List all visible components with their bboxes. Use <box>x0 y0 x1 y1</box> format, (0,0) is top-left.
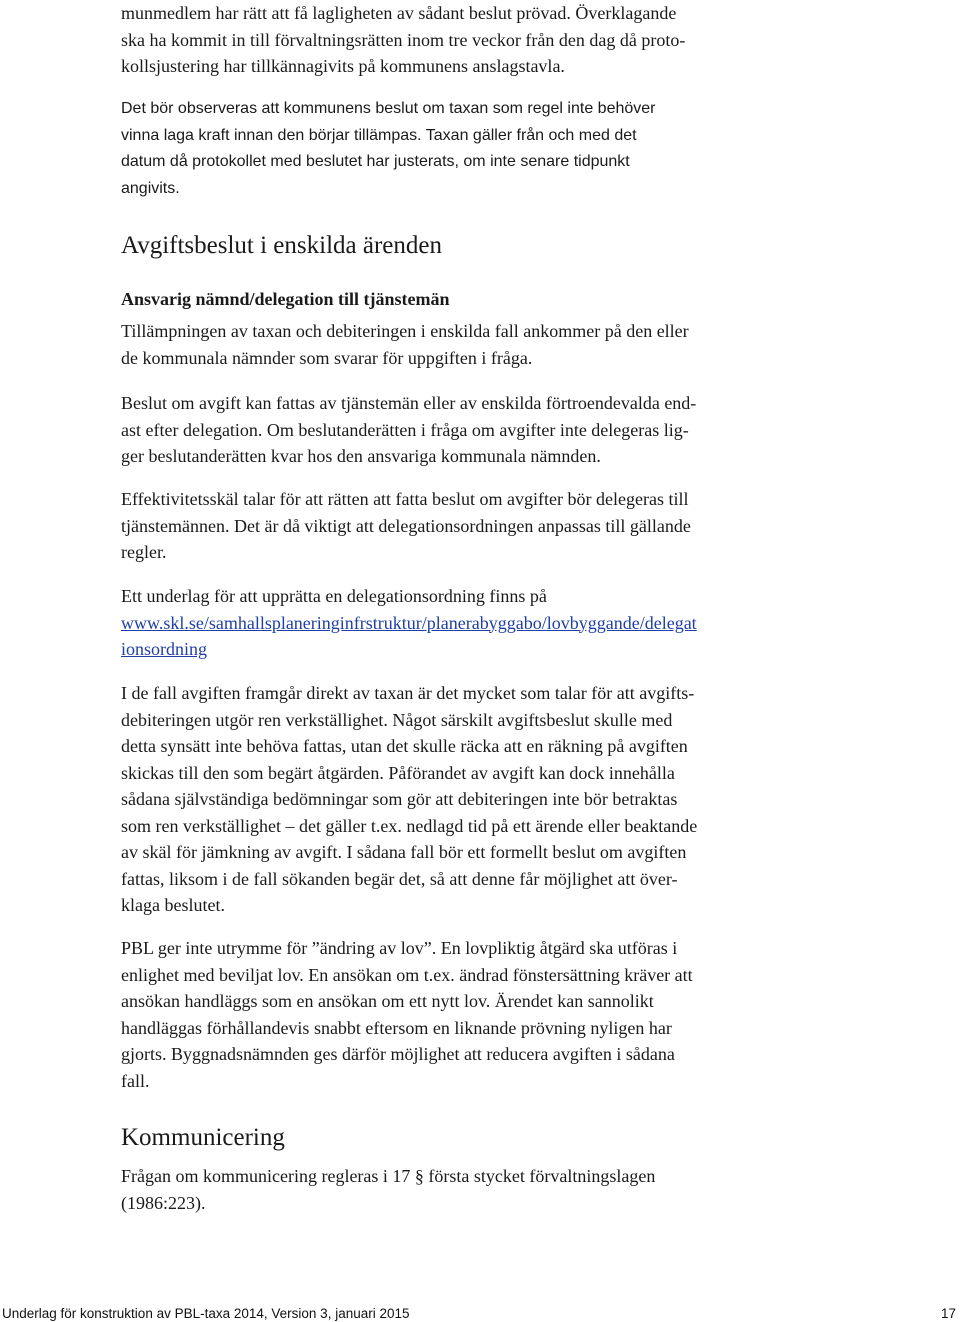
paragraph-beslut-om-avgift <box>121 390 771 470</box>
text-line: ansökan handläggs som en ansökan om ett nytt lov. Ärendet kan sannolikt <box>121 991 654 1011</box>
paragraph-effektivitetsskal <box>121 486 771 566</box>
text-line: gjorts. Byggnadsnämnden ges därför möjlighet att reducera avgiften i sådana <box>121 1044 675 1064</box>
observe-paragraph <box>121 96 771 202</box>
text-line: PBL ger inte utrymme för ”ändring av lov”. En lovpliktig åtgärd ska utföras i <box>121 938 678 958</box>
text-line: kollsjustering har tillkännagivits på kommunens anslagstavla. <box>121 56 565 76</box>
text-line: angivits. <box>121 179 180 197</box>
text-line: detta synsätt inte behöva fattas, utan det skulle räcka att en räkning på avgiften <box>121 736 688 756</box>
text-line: I de fall avgiften framgår direkt av taxan är det mycket som talar för att avgifts- <box>121 683 695 703</box>
text-line: ska ha kommit in till förvaltningsrätten inom tre veckor från den dag då proto- <box>121 29 686 50</box>
text-line: Det bör observeras att kommunens beslut om taxan som regel inte behöver <box>121 100 656 117</box>
link-line: www.skl.se/samhallsplaneringinfrstruktur/planerabyggabo/lovbyggande/delegat <box>121 612 697 633</box>
text-line: fattas, liksom i de fall sökanden begär det, så att denne får möjlighet att över- <box>121 868 678 889</box>
intro-paragraph <box>121 0 771 80</box>
text-line: skickas till den som begärt åtgärden. Påförandet av avgift kan dock innehålla <box>121 762 675 783</box>
text-line: datum då protokollet med beslutet har justerats, om inte senare tidpunkt <box>121 153 630 170</box>
text-line: Frågan om kommunicering regleras i 17 § första stycket förvaltningslagen <box>121 1166 656 1186</box>
text-line: ger beslutanderätten kvar hos den ansvariga kommunala nämnden. <box>121 446 601 466</box>
footer-document-title: Underlag för konstruktion av PBL-taxa 2014, Version 3, januari 2015 <box>2 1306 410 1321</box>
text-line: (1986:223). <box>121 1192 206 1213</box>
section-heading-avgiftsbeslut: Avgiftsbeslut i enskilda ärenden <box>121 232 442 259</box>
text-line: Ett underlag för att upprätta en delegationsordning finns på <box>121 586 547 606</box>
delegation-link[interactable] <box>121 610 771 637</box>
text-line: klaga beslutet. <box>121 895 225 915</box>
paragraph-i-de-fall <box>121 680 771 919</box>
text-line: vinna laga kraft innan den börjar tillämpas. Taxan gäller från och med det <box>121 126 637 144</box>
text-line: regler. <box>121 542 167 562</box>
text-line: av skäl för jämkning av avgift. I sådana fall bör ett formellt beslut om avgiften <box>121 842 687 862</box>
text-line: sådana självständiga bedömningar som gör att debiteringen inte bör betraktas <box>121 789 678 809</box>
section-heading-kommunicering: Kommunicering <box>121 1124 285 1151</box>
text-line: som ren verkställighet – det gäller t.ex. nedlagd tid på ett ärende eller beaktande <box>121 815 698 836</box>
text-line: tjänstemännen. Det är då viktigt att delegationsordningen anpassas till gällande <box>121 515 691 536</box>
link-line: ionsordning <box>121 639 208 659</box>
text-line: Beslut om avgift kan fattas av tjänstemän eller av enskilda förtroendevalda end- <box>121 393 697 413</box>
text-line: Tillämpningen av taxan och debiteringen i enskilda fall ankommer på den eller <box>121 321 689 341</box>
text-line: handläggas förhållandevis snabbt eftersom en liknande prövning nyligen har <box>121 1017 672 1038</box>
paragraph-kommunicering <box>121 1163 771 1216</box>
text-line: munmedlem har rätt att få lagligheten av sådant beslut prövad. Överklagande <box>121 3 677 23</box>
paragraph-pbl <box>121 935 771 1094</box>
text-line: fall. <box>121 1070 150 1091</box>
text-line: de kommunala nämnder som svarar för uppgiften i fråga. <box>121 347 533 368</box>
delegation-link-continued[interactable] <box>121 636 771 663</box>
text-line: Effektivitetsskäl talar för att rätten att fatta beslut om avgifter bör delegeras till <box>121 489 689 509</box>
footer-page-number: 17 <box>940 1306 956 1321</box>
text-line: debiteringen utgör ren verkställighet. Något särskilt avgiftsbeslut skulle med <box>121 709 673 730</box>
paragraph-underlag <box>121 583 771 663</box>
text-line: ast efter delegation. Om beslutanderätten i fråga om avgifter inte delegeras lig- <box>121 419 689 440</box>
text-line: enlighet med beviljat lov. En ansökan om t.ex. ändrad fönstersättning kräver att <box>121 964 693 985</box>
subheading-ansvarig-namnd: Ansvarig nämnd/delegation till tjänstemän <box>121 289 450 309</box>
paragraph-tillampningen <box>121 318 771 371</box>
